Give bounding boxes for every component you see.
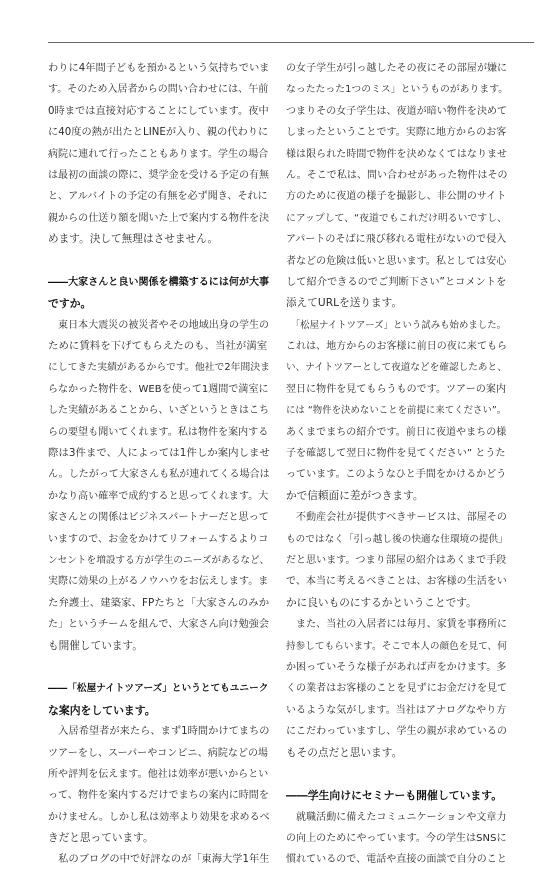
left-section-heading [48, 272, 270, 315]
left-text-line: 私のブログの中で好評なのが「東海大学1年生 [48, 854, 270, 866]
left-text-line: した実績があることから、いざというときはこち [48, 405, 270, 417]
left-text-line: 東日本大震災の被災者やその地域出身の学生の [48, 319, 270, 331]
right-spacer [286, 764, 508, 785]
right-text-line: つまりその女子学生は、夜道が暗い物件を決めて [286, 105, 508, 117]
left-text-line: かけません。しかし私は効率より効果を求めるべ [48, 811, 270, 823]
left-column [48, 58, 270, 871]
right-text-line: の向上のためにやっています。今の学生はSNSに [286, 833, 507, 845]
right-text-line: して紹介できるのでご判断下さい”とコメントを [286, 276, 507, 288]
left-text-line: わりに4年間子どもを預かるという気持ちでいま [48, 63, 270, 74]
right-text-line: 不動産会社が提供すべきサービスは、部屋その [286, 512, 507, 524]
right-text-line: っています。このようなひと手間をかけるかどう [286, 469, 507, 481]
left-text-line: ために賃料を下げてもらえたのも、当社が満室 [48, 340, 268, 353]
right-text-line: かに良いものにするかということです。 [286, 596, 477, 609]
left-text-line: ツアーをし、スーパーやコンビニ、病院などの場 [48, 747, 269, 759]
left-paragraph [48, 721, 270, 871]
left-paragraph [48, 315, 270, 657]
left-text-line: って、物件を案内するだけでまちの案内に時間を [48, 790, 269, 802]
left-text-line: 所や評判を伝えます。他社は効率が悪いからとい [48, 768, 269, 780]
right-section-heading [286, 785, 508, 806]
right-text-line: 持参してもらいます。そこで本人の顔色を見て、何 [286, 640, 507, 652]
right-paragraph [286, 807, 508, 871]
left-text-line: ――大家さんと良い関係を構築するには何が大事 [48, 276, 270, 288]
left-text-line: た」というチームを組んで、大家さん向け勉強会 [48, 619, 269, 631]
left-text-line: 際は3件まで、人によっては1件しか案内しませ [48, 447, 270, 460]
right-text-line: 「松屋ナイトツアーズ」という試みも始めました。 [286, 319, 507, 331]
left-text-line: は最初の面談の際に、奨学金を受ける予定の有無 [48, 169, 270, 181]
right-text-line: ものではなく「引っ越し後の快適な住環境の提供」 [286, 533, 508, 545]
right-column [286, 58, 508, 871]
left-text-line: ンセントを増設する方が学生のニーズがあるなど、 [48, 554, 270, 566]
left-text-line: きだと思っています。 [48, 832, 154, 845]
right-text-line: だと思います。つまり部屋の紹介はあくまで手段 [286, 554, 507, 566]
right-text-line: 子を確認して翌日に物件を見てください” とうた [286, 448, 506, 460]
left-text-line: らの要望も聞いてくれます。私は物件を案内する [48, 426, 269, 438]
right-text-line: 就職活動に備えたコミュニケーションや文章力 [286, 811, 507, 823]
left-text-line: 親からの仕送り額を聞いた上で案内する物件を決 [48, 212, 270, 224]
right-text-line: 添えてURLを送ります。 [286, 297, 403, 310]
right-text-line: 慣れているので、電話や直接の面談で自分のこと [286, 854, 507, 866]
top-rule [48, 42, 534, 43]
left-spacer [48, 251, 270, 272]
right-text-line: には “物件を決めないことを前提に来てください”。 [286, 405, 507, 417]
left-spacer [48, 657, 270, 678]
right-text-line: アパートのそばに飛び移れる電柱がないので侵入 [286, 234, 507, 246]
right-text-line: にアップして、“夜道でもこれだけ明るいですし、 [286, 212, 507, 224]
left-text-line: と、アルバイトの予定の有無を必ず聞き、それに [48, 191, 268, 203]
right-text-line: かで信頼面に差がつきます。 [286, 489, 424, 502]
right-text-line: 方のために夜道の様子を撮影し、非公開のサイト [286, 191, 507, 203]
right-text-line: で、本当に考えるべきことは、お客様の生活をい [286, 576, 507, 588]
right-text-line: ――学生向けにセミナーも開催しています。 [286, 789, 503, 803]
left-text-line: 病院に連れて行ったこともあります。学生の場合 [48, 148, 269, 160]
right-text-line: い、ナイトツアーとして夜道などを確認したあと、 [286, 362, 507, 374]
left-text-line: た弁護士、建築家、FPたちと「大家さんのみか [48, 596, 270, 609]
right-text-line: 翌日に物件を見てもらうものです。ツアーの案内 [286, 383, 506, 395]
left-text-line: にしてきた実績があるからです。他社で2年間決ま [48, 362, 271, 374]
left-text-line: らなかった物件を、WEBを使って1週間で満室に [48, 383, 269, 395]
right-text-line: また、当社の入居者には毎月、家賃を事務所に [286, 619, 508, 631]
left-text-line: 入居希望者が来たら、まず1時間かけてまちの [48, 726, 270, 738]
right-text-line: か困っていそうな様子があれば声をかけます。多 [286, 661, 507, 673]
left-text-line: ですか。 [48, 297, 92, 311]
left-section-heading [48, 678, 270, 721]
right-text-line: くの業者はお客様のことを見ずにお金だけを見て [286, 683, 508, 695]
left-text-line: な案内をしています。 [48, 703, 156, 717]
right-text-line: ん。そこで私は、問い合わせがあった物件はその [286, 169, 508, 181]
left-paragraph [48, 58, 270, 251]
right-text-line: 者などの危険は低いと思います。私としては安心 [286, 255, 507, 267]
left-text-line: も開催しています。 [48, 639, 143, 652]
right-text-line: にこだわっていますし、学生の親が求めているの [286, 726, 507, 738]
left-text-line: めます。決して無理はさせません。 [48, 233, 219, 246]
left-text-line: ん。したがって大家さんも私が連れてくる場合は [48, 469, 270, 481]
left-text-line: 0時までは直接対応することにしています。夜中 [48, 105, 269, 117]
right-text-line: 様は限られた時間で物件を決めなくてはなりませ [286, 148, 508, 160]
right-text-line: あくまでまちの紹介です。前日に夜道やまちの様 [286, 426, 507, 438]
right-text-line: の女子学生が引っ越したその夜にその部屋が嫌に [286, 63, 508, 74]
right-text-line: しまったということです。実際に地方からのお客 [286, 127, 507, 139]
right-text-line: なったたった1つのミス」というものがあります。 [286, 84, 509, 96]
left-text-line: いますので、お金をかけてリフォームするよりコ [48, 533, 269, 545]
left-text-line: に40度の熱が出たとLINEが入り、親の代わりに [48, 127, 269, 139]
left-text-line: かなり高い確率で成約すると思ってくれます。大 [48, 490, 269, 502]
left-text-line: 実際に効果の上がるノウハウをお伝えします。ま [48, 576, 269, 588]
left-text-line: ――「松屋ナイトツアーズ」というとてもユニーク [48, 683, 269, 695]
right-text-line: いるような気がします。当社はアナログなやり方 [286, 704, 507, 716]
right-text-line: もその点だと思います。 [286, 746, 403, 759]
right-paragraph [286, 58, 508, 764]
right-text-line: これは、地方からのお客様に前日の夜に来てもら [286, 341, 508, 353]
left-text-line: す。そのため入居者からの問い合わせには、午前 [48, 84, 269, 96]
left-text-line: 家さんとの関係はビジネスパートナーだと思って [48, 512, 269, 524]
